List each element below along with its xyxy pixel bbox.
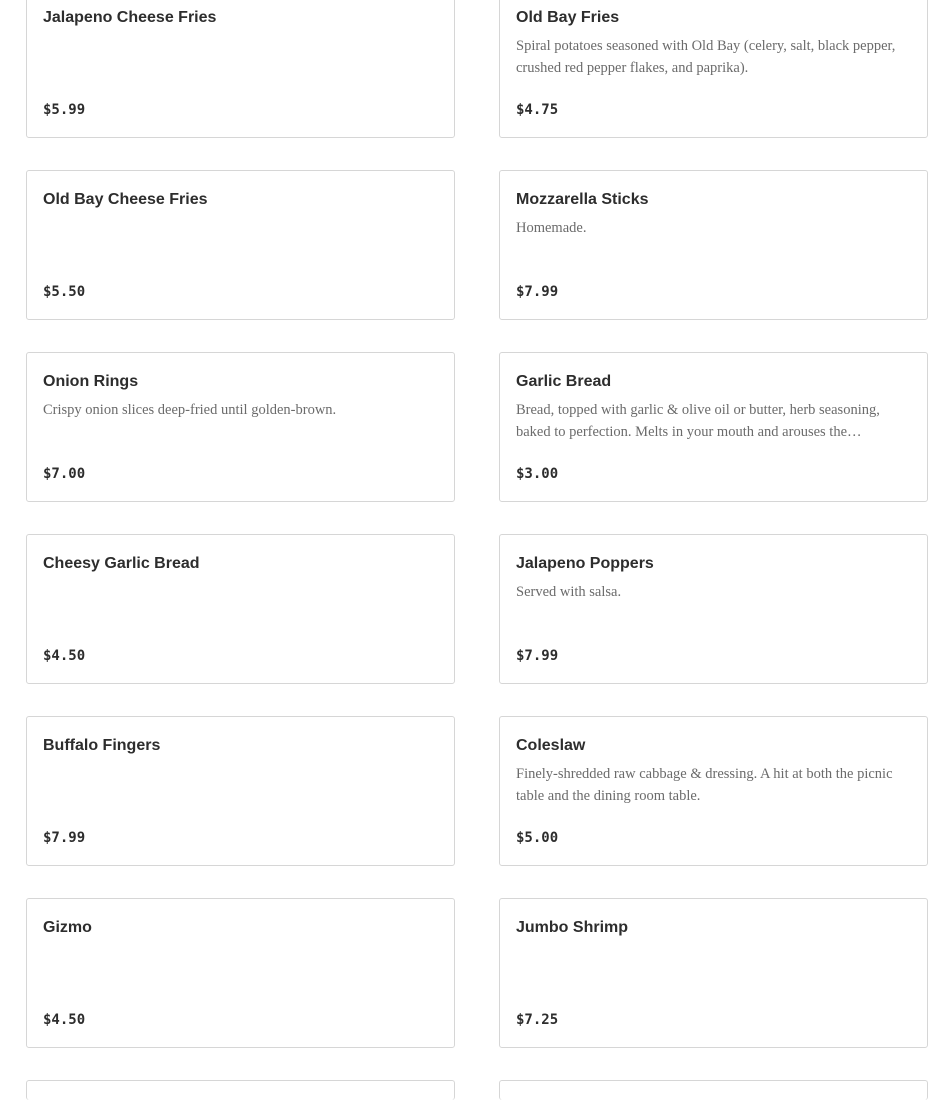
menu-item-price: $5.99 (43, 102, 86, 118)
menu-item-price: $4.75 (516, 102, 559, 118)
menu-item-description: Spiral potatoes seasoned with Old Bay (celery, salt, black pepper, crushed red pepper flakes, and paprika). (516, 38, 896, 76)
menu-item-card[interactable] (26, 0, 455, 138)
menu-item-description: Bread, topped with garlic & olive oil or butter, herb seasoning, baked to perfection. Melts in your mouth and arouses the… (516, 402, 880, 440)
menu-item-name: Onion Rings (43, 373, 139, 390)
menu-item-price: $4.50 (43, 648, 86, 664)
menu-item-price: $5.00 (516, 830, 559, 846)
menu-item-name: Jumbo Shrimp (516, 919, 629, 936)
menu-item-price: $7.25 (516, 1012, 559, 1028)
menu-item-price: $3.00 (516, 466, 559, 482)
menu-item-name: Jalapeno Poppers (516, 555, 654, 572)
menu-item-card[interactable] (26, 898, 455, 1048)
menu-item-price: $5.50 (43, 284, 86, 300)
menu-item-description: Homemade. (516, 220, 587, 236)
menu-item-price: $7.00 (43, 466, 86, 482)
menu-item-card-partial[interactable] (26, 1080, 455, 1100)
menu-item-price: $7.99 (43, 830, 86, 846)
menu-item-price: $7.99 (516, 648, 559, 664)
menu-item-card[interactable] (499, 898, 928, 1048)
menu-item-card[interactable] (499, 0, 928, 138)
menu-item-price: $4.50 (43, 1012, 86, 1028)
menu-item-name: Old Bay Cheese Fries (43, 191, 208, 208)
menu-item-name: Mozzarella Sticks (516, 191, 649, 208)
menu-item-description: Served with salsa. (516, 584, 622, 600)
menu-item-name: Coleslaw (516, 737, 586, 754)
menu-item-card-partial[interactable] (499, 1080, 928, 1100)
menu-item-card[interactable] (26, 716, 455, 866)
menu-item-card[interactable] (499, 534, 928, 684)
menu-item-card[interactable] (499, 716, 928, 866)
menu-item-name: Buffalo Fingers (43, 737, 161, 754)
menu-item-card[interactable] (26, 534, 455, 684)
menu-item-name: Old Bay Fries (516, 9, 620, 26)
menu-item-card[interactable] (26, 170, 455, 320)
menu-item-card[interactable] (499, 170, 928, 320)
menu-item-name: Garlic Bread (516, 373, 612, 390)
menu-item-description: Crispy onion slices deep-fried until golden-brown. (43, 402, 337, 418)
menu-item-card[interactable] (26, 352, 455, 502)
menu-item-name: Jalapeno Cheese Fries (43, 9, 217, 26)
menu-item-price: $7.99 (516, 284, 559, 300)
menu-item-name: Cheesy Garlic Bread (43, 555, 200, 572)
menu-item-name: Gizmo (43, 919, 92, 936)
menu-items-grid (26, 0, 928, 1100)
menu-item-card[interactable] (499, 352, 928, 502)
menu-item-description: Finely-shredded raw cabbage & dressing. A hit at both the picnic table and the dining room table. (516, 766, 893, 804)
